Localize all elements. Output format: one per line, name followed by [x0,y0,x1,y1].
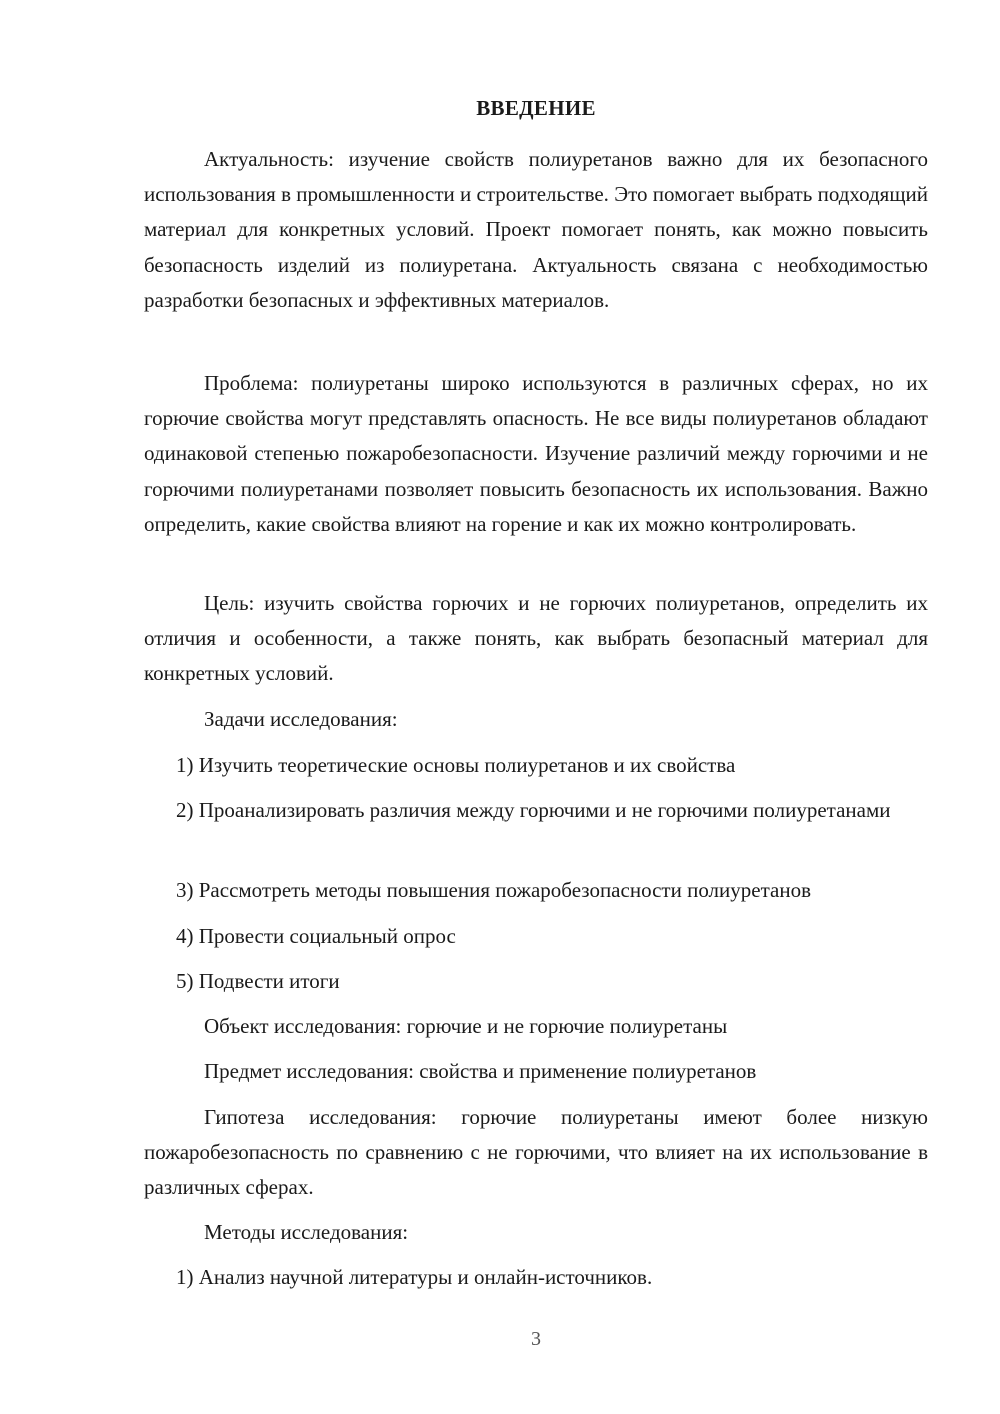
method-item-1: 1) Анализ научной литературы и онлайн-источников. [176,1265,653,1289]
paragraph-subject: Предмет исследования: свойства и применение полиуретанов [204,1059,757,1083]
page-number: 3 [531,1328,541,1350]
task-item-4: 4) Провести социальный опрос [176,924,456,948]
tasks-heading: Задачи исследования: [204,707,398,731]
methods-heading: Методы исследования: [204,1220,409,1244]
section-heading: ВВЕДЕНИЕ [476,96,596,120]
paragraph-relevance: Актуальность: изучение свойств полиуретанов важно для их безопасного использования в промышленности и строительстве. Это помогает выбрать подходящий материал для конкретных условий. Проект помогает понять, как можно повысить безопасность изделий из полиуретана. Актуальность связана с необходимостью разработки безопасных и эффективных материалов. [144,147,928,312]
paragraph-object: Объект исследования: горючие и не горючие полиуретаны [204,1014,728,1038]
task-item-5: 5) Подвести итоги [176,969,340,993]
paragraph-goal: Цель: изучить свойства горючих и не горючих полиуретанов, определить их отличия и особенности, а также понять, как выбрать безопасный материал для конкретных условий. [144,591,928,686]
task-item-3: 3) Рассмотреть методы повышения пожаробезопасности полиуретанов [176,878,811,902]
paragraph-hypothesis: Гипотеза исследования: горючие полиуретаны имеют более низкую пожаробезопасность по сравнению с не горючими, что влияет на их использование в различных сферах. [144,1105,928,1200]
task-item-1: 1) Изучить теоретические основы полиуретанов и их свойства [176,753,736,777]
task-item-2: 2) Проанализировать различия между горючими и не горючими полиуретанами [176,798,891,822]
paragraph-problem: Проблема: полиуретаны широко используются в различных сферах, но их горючие свойства могут представлять опасность. Не все виды полиуретанов обладают одинаковой степенью пожаробезопасности. Изучение различий между горючими и не горючими полиуретанами позволяет повысить безопасность их использования. Важно определить, какие свойства влияют на горение и как их можно контролировать. [144,371,928,536]
